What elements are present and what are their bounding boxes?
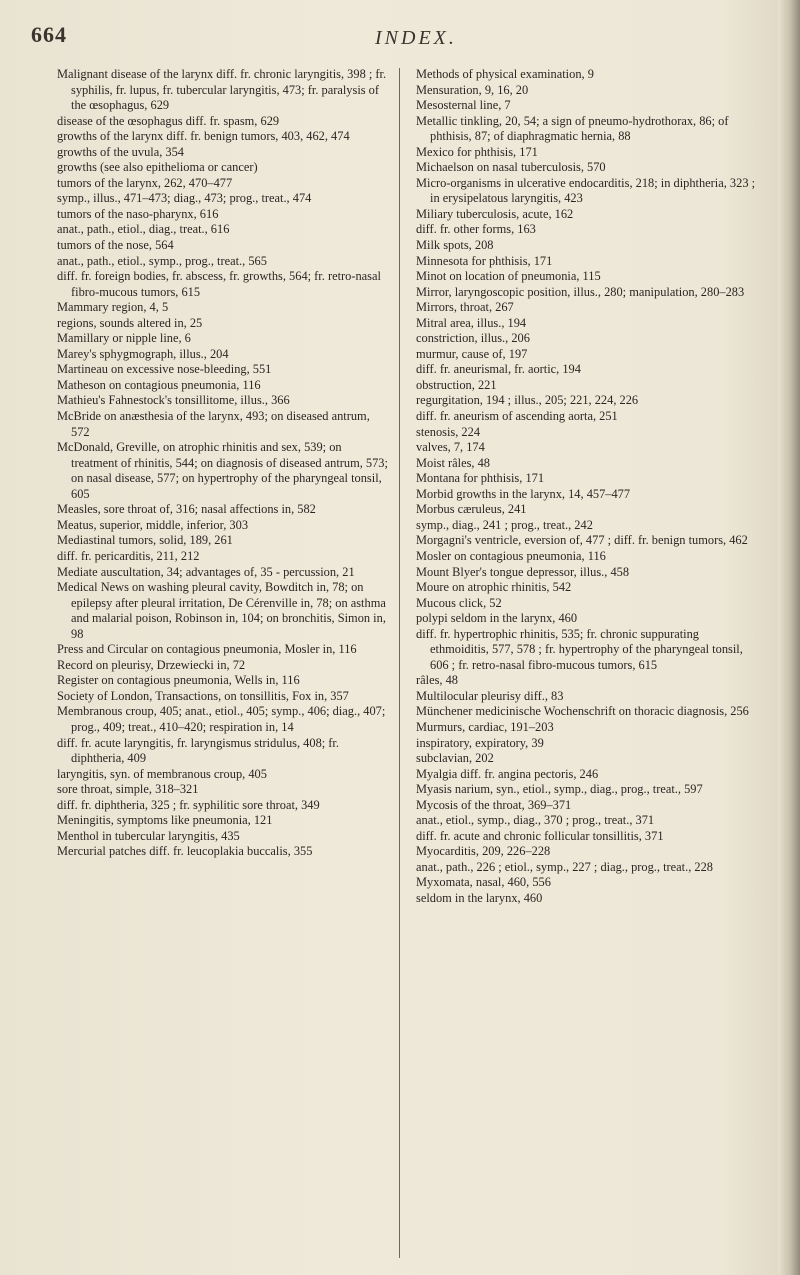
index-entry: Mitral area, illus., 194 — [416, 315, 527, 330]
index-entry: growths of the larynx diff. fr. benign tumors, 403, 462, 474 — [57, 129, 350, 144]
index-entry: Mosler on contagious pneumonia, 116 — [416, 548, 606, 563]
index-entry: Press and Circular on contagious pneumonia, Mosler in, 116 — [57, 642, 357, 657]
index-entry: Morgagni's ventricle, eversion of, 477 ; diff. fr. benign tumors, 462 — [416, 533, 748, 548]
index-entry: Myasis narium, syn., etiol., symp., diag., prog., treat., 597 — [416, 782, 703, 797]
index-entry: symp., illus., 471–473; diag., 473; prog., treat., 474 — [57, 191, 312, 206]
index-entry: Mercurial patches diff. fr. leucoplakia buccalis, 355 — [57, 844, 313, 859]
index-entry: diff. fr. aneurismal, fr. aortic, 194 — [416, 362, 581, 377]
index-entry: inspiratory, expiratory, 39 — [416, 735, 544, 750]
index-entry: diff. fr. aneurism of ascending aorta, 251 — [416, 409, 618, 424]
index-entry: growths (see also epithelioma or cancer) — [57, 160, 258, 175]
index-entry: Münchener medicinische Wochenschrift on thoracic diagnosis, 256 — [416, 704, 749, 719]
index-entry: Myalgia diff. fr. angina pectoris, 246 — [416, 766, 599, 781]
index-entry: Mirrors, throat, 267 — [416, 300, 514, 315]
index-entry: growths of the uvula, 354 — [57, 144, 184, 159]
index-entry: stenosis, 224 — [416, 424, 481, 439]
running-head: INDEX. — [375, 27, 457, 49]
index-entry: Mirror, laryngoscopic position, illus., 280; manipulation, 280–283 — [416, 284, 745, 299]
index-column-right — [416, 67, 760, 907]
index-entry: McDonald, Greville, on atrophic rhinitis and sex, 539; on treatment of rhinitis, 544; on diagnosis of diseased antrum, 573; on nasal disease, 577; on hypertrophy of the pharyngeal tonsil, 605 — [57, 440, 388, 501]
index-entry: anat., path., 226 ; etiol., symp., 227 ; diag., prog., treat., 228 — [416, 859, 713, 874]
index-entry: Matheson on contagious pneumonia, 116 — [57, 377, 261, 392]
index-entry: symp., diag., 241 ; prog., treat., 242 — [416, 517, 593, 532]
index-entry: Metallic tinkling, 20, 54; a sign of pneumo-hydrothorax, 86; of phthisis, 87; of diaphragmatic hernia, 88 — [416, 113, 729, 144]
index-entry: Mensuration, 9, 16, 20 — [416, 82, 529, 97]
index-entry: Milk spots, 208 — [416, 238, 494, 253]
index-entry: Mucous click, 52 — [416, 595, 502, 610]
index-entry: diff. fr. acute and chronic follicular tonsillitis, 371 — [416, 828, 664, 843]
index-entry: Register on contagious pneumonia, Wells in, 116 — [57, 673, 300, 688]
index-entry: Multilocular pleurisy diff., 83 — [416, 688, 564, 703]
column-divider — [399, 68, 400, 1258]
index-entry: Mathieu's Fahnestock's tonsillitome, illus., 366 — [57, 393, 290, 408]
index-entry: Micro-organisms in ulcerative endocarditis, 218; in diphtheria, 323 ; in erysipelatous laryngitis, 423 — [416, 175, 756, 206]
index-entry: regurgitation, 194 ; illus., 205; 221, 224, 226 — [416, 393, 639, 408]
index-entry: Morbus cæruleus, 241 — [416, 502, 527, 517]
index-entry: diff. fr. foreign bodies, fr. abscess, fr. growths, 564; fr. retro-nasal fibro-mucous tumors, 615 — [57, 269, 381, 299]
index-entry: regions, sounds altered in, 25 — [57, 315, 203, 330]
index-entry: diff. fr. other forms, 163 — [416, 222, 536, 237]
index-entry: Society of London, Transactions, on tonsillitis, Fox in, 357 — [57, 688, 349, 703]
index-entry: tumors of the nose, 564 — [57, 238, 174, 253]
index-column-left — [57, 67, 389, 860]
index-entry: Mycosis of the throat, 369–371 — [416, 797, 572, 812]
index-entry: Mediastinal tumors, solid, 189, 261 — [57, 533, 233, 548]
index-entry: Marey's sphygmograph, illus., 204 — [57, 346, 229, 361]
index-entry: Myxomata, nasal, 460, 556 — [416, 875, 551, 890]
index-entry: Murmurs, cardiac, 191–203 — [416, 719, 554, 734]
index-entry: Martineau on excessive nose-bleeding, 551 — [57, 362, 272, 377]
index-entry: McBride on anæsthesia of the larynx, 493; on diseased antrum, 572 — [57, 409, 370, 439]
index-entry: tumors of the naso-pharynx, 616 — [57, 206, 219, 221]
index-entry: polypi seldom in the larynx, 460 — [416, 611, 578, 626]
index-entry: anat., path., etiol., diag., treat., 616 — [57, 222, 230, 237]
index-entry: Measles, sore throat of, 316; nasal affections in, 582 — [57, 502, 316, 517]
page-edge-shadow — [778, 0, 800, 1275]
index-entry: Mediate auscultation, 34; advantages of, 35 - percussion, 21 — [57, 564, 355, 579]
index-entry: Montana for phthisis, 171 — [416, 471, 545, 486]
index-entry: râles, 48 — [416, 673, 458, 688]
index-entry: anat., path., etiol., symp., prog., treat., 565 — [57, 253, 267, 268]
index-entry: Mount Blyer's tongue depressor, illus., 458 — [416, 564, 630, 579]
index-entry: Record on pleurisy, Drzewiecki in, 72 — [57, 657, 246, 672]
index-entry: Mamillary or nipple line, 6 — [57, 331, 191, 346]
index-entry: Morbid growths in the larynx, 14, 457–477 — [416, 486, 631, 501]
index-entry: anat., etiol., symp., diag., 370 ; prog., treat., 371 — [416, 813, 655, 828]
index-entry: diff. fr. hypertrophic rhinitis, 535; fr. chronic suppurating ethmoiditis, 577, 578 ; fr. hypertrophy of the pharyngeal tonsil, 606 ; fr. retro-nasal fibro-mucous tumors, 615 — [416, 626, 743, 672]
index-entry: Moist râles, 48 — [416, 455, 490, 470]
index-entry: Michaelson on nasal tuberculosis, 570 — [416, 160, 606, 175]
index-entry: constriction, illus., 206 — [416, 331, 530, 346]
index-entry: subclavian, 202 — [416, 751, 494, 766]
index-entry: seldom in the larynx, 460 — [416, 890, 543, 905]
index-entry: Mammary region, 4, 5 — [57, 300, 169, 315]
index-entry: Myocarditis, 209, 226–228 — [416, 844, 551, 859]
index-entry: Mexico for phthisis, 171 — [416, 144, 538, 159]
index-entry: diff. fr. pericarditis, 211, 212 — [57, 548, 200, 563]
index-entry: Membranous croup, 405; anat., etiol., 405; symp., 406; diag., 407; prog., 409; treat., 410–420; respiration in, 14 — [57, 704, 386, 734]
index-entry: Minnesota for phthisis, 171 — [416, 253, 553, 268]
index-entry: Menthol in tubercular laryngitis, 435 — [57, 828, 240, 843]
index-entry: tumors of the larynx, 262, 470–477 — [57, 175, 233, 190]
index-entry: diff. fr. acute laryngitis, fr. laryngismus stridulus, 408; fr. diphtheria, 409 — [57, 735, 339, 766]
index-entry: sore throat, simple, 318–321 — [57, 782, 199, 797]
index-entry: Methods of physical examination, 9 — [416, 67, 594, 81]
page-number: 664 — [31, 22, 67, 47]
index-entry: obstruction, 221 — [416, 377, 497, 392]
index-entry: Mesosternal line, 7 — [416, 98, 511, 113]
index-entry: Medical News on washing pleural cavity, Bowditch in, 78; on epilepsy after pleural irritation, De Cérenville in, 78; on asthma and malarial poison, Robinson in, 104; on bronchitis, Simon in, 98 — [57, 580, 386, 641]
index-entry: diff. fr. diphtheria, 325 ; fr. syphilitic sore throat, 349 — [57, 797, 320, 812]
index-entry: Miliary tuberculosis, acute, 162 — [416, 206, 574, 221]
index-entry: laryngitis, syn. of membranous croup, 405 — [57, 766, 267, 781]
index-entry: valves, 7, 174 — [416, 440, 485, 455]
index-entry: Malignant disease of the larynx diff. fr. chronic laryngitis, 398 ; fr. syphilis, fr. lupus, fr. tubercular laryngitis, 473; fr. paralysis of the œsophagus, 629 — [57, 67, 387, 113]
index-entry: Meningitis, symptoms like pneumonia, 121 — [57, 813, 273, 828]
index-entry: murmur, cause of, 197 — [416, 346, 528, 361]
index-entry: Moure on atrophic rhinitis, 542 — [416, 580, 572, 595]
index-entry: Minot on location of pneumonia, 115 — [416, 269, 601, 284]
index-entry: Meatus, superior, middle, inferior, 303 — [57, 517, 249, 532]
index-entry: disease of the œsophagus diff. fr. spasm, 629 — [57, 113, 280, 128]
